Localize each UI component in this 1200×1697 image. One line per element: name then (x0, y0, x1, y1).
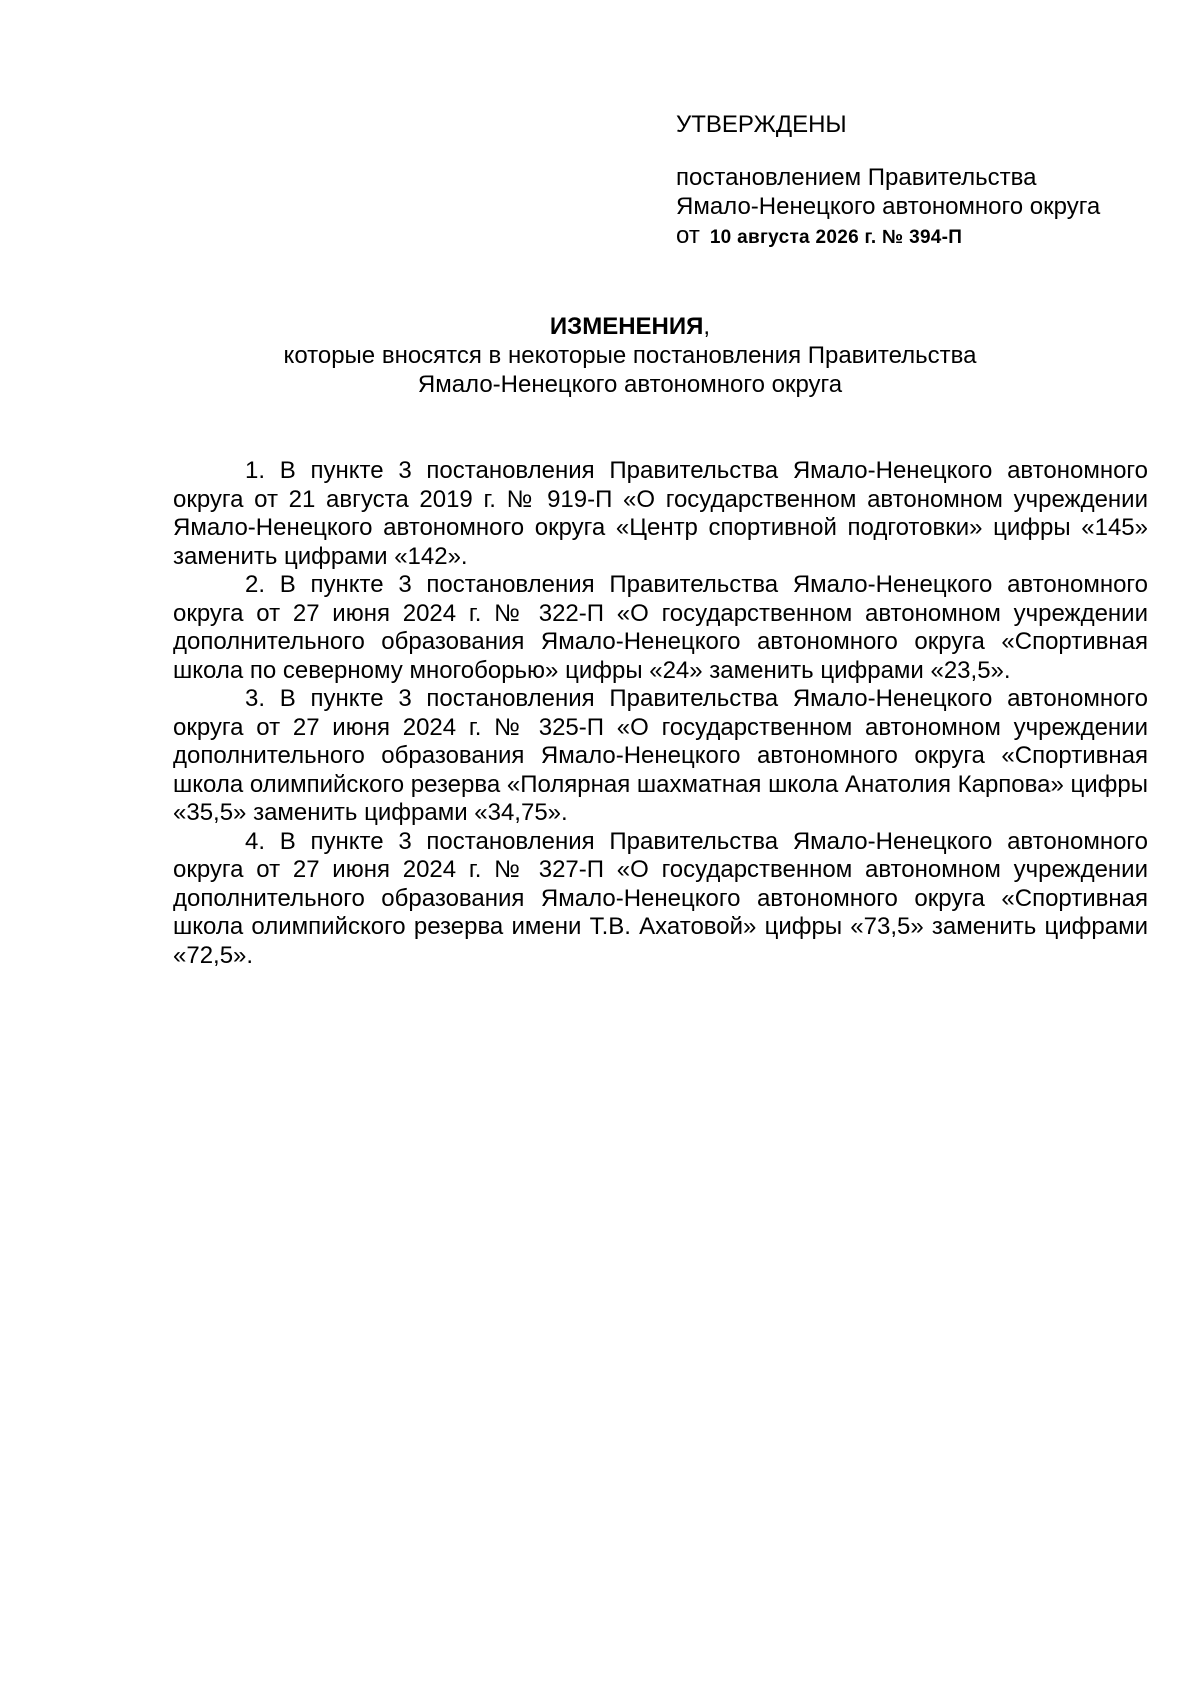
heading-title-line (200, 312, 1060, 341)
item-paragraph-4: 4. В пункте 3 постановления Правительства Ямало-Ненецкого автономного округа от 27 июня 2024 г. № 327-П «О государственном автономном учреждении дополнительного образования Ямало-Ненецкого автономного округа «Спортивная школа олимпийского резерва имени Т.В. Ахатовой» цифры «73,5» заменить цифрами «72,5». (173, 827, 1148, 969)
approval-line-1: постановлением Правительства (676, 164, 1037, 191)
approval-date-line (676, 221, 1156, 252)
heading-title: ИЗМЕНЕНИЯ (549, 313, 704, 340)
item-paragraph-2: 2. В пункте 3 постановления Правительства Ямало-Ненецкого автономного округа от 27 июня 2024 г. № 322-П «О государственном автономном учреждении дополнительного образования Ямало-Ненецкого автономного округа «Спортивная школа по северному многоборью» цифры «24» заменить цифрами «23,5». (173, 571, 1148, 684)
document-body (173, 457, 1148, 970)
approval-date-value: 10 августа 2026 г. № 394-П (709, 227, 963, 248)
heading-line-2: Ямало-Ненецкого автономного округа (417, 371, 843, 398)
approval-block (676, 110, 1156, 252)
approval-line-2: Ямало-Ненецкого автономного округа (676, 193, 1101, 220)
heading-line-1: которые вносятся в некоторые постановления Правительства (283, 342, 977, 369)
approval-stamp-title: УТВЕРЖДЕНЫ (676, 111, 847, 138)
heading-title-suffix: , (703, 313, 711, 340)
document-heading (200, 312, 1060, 399)
item-paragraph-1: 1. В пункте 3 постановления Правительства Ямало-Ненецкого автономного округа от 21 августа 2019 г. № 919-П «О государственном автономном учреждении Ямало-Ненецкого автономного округа «Центр спортивной подготовки» цифры «145» заменить цифрами «142». (173, 457, 1148, 570)
item-paragraph-3: 3. В пункте 3 постановления Правительства Ямало-Ненецкого автономного округа от 27 июня 2024 г. № 325-П «О государственном автономном учреждении дополнительного образования Ямало-Ненецкого автономного округа «Спортивная школа олимпийского резерва «Полярная шахматная школа Анатолия Карпова» цифры «35,5» заменить цифрами «34,75». (173, 685, 1148, 826)
approval-date-prefix: от (676, 222, 700, 249)
